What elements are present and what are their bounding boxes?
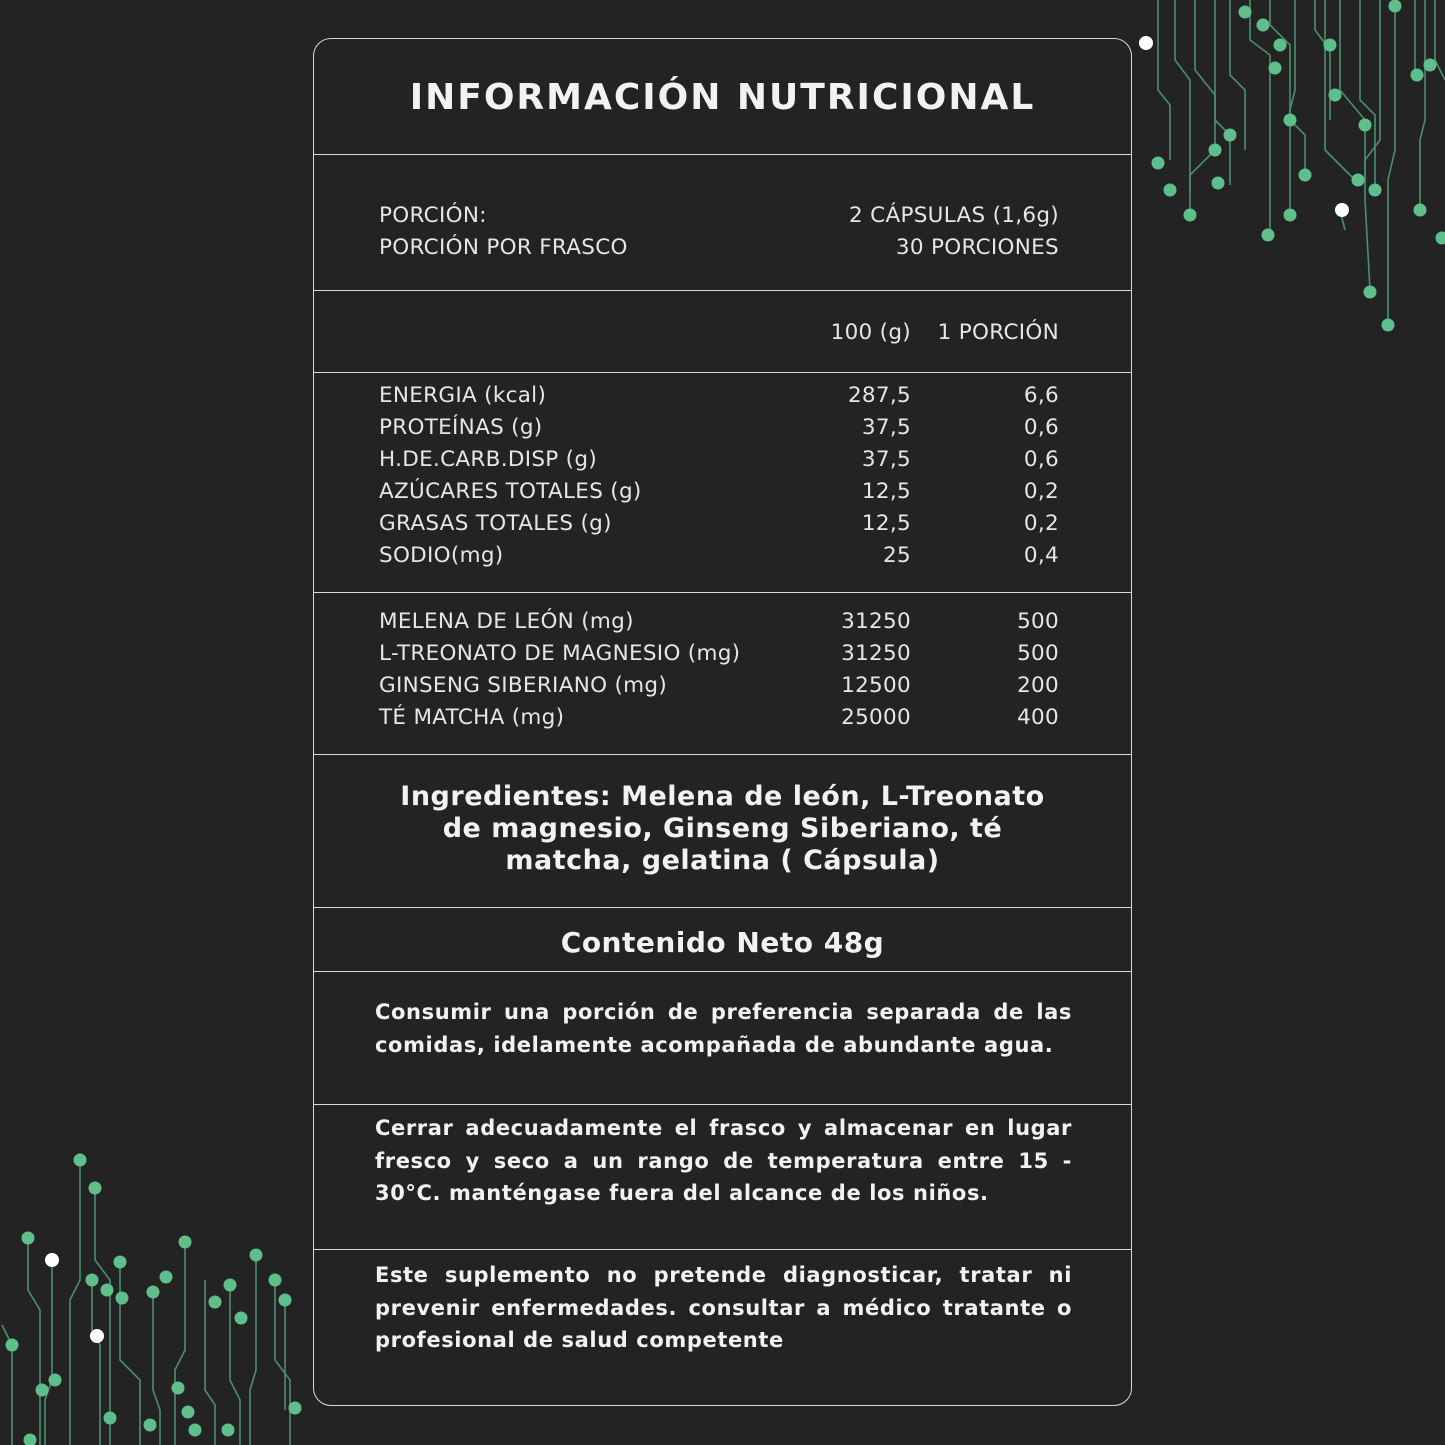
- ingredients-line-2: de magnesio, Ginseng Siberiano, té: [442, 813, 1003, 844]
- nutrient-portion: 6,6: [1023, 383, 1059, 408]
- table-row: [379, 641, 1059, 673]
- table-row: [379, 511, 1059, 543]
- active-label: GINSENG SIBERIANO (mg): [379, 673, 668, 698]
- storage-text: Cerrar adecuadamente el frasco y almacenar en lugar fresco y seco a un rango de temperatura entre 15 - 30°C. manténgase fuera del alcance de los niños.: [375, 1116, 1072, 1205]
- divider: [314, 971, 1131, 972]
- panel-title: INFORMACIÓN NUTRICIONAL: [409, 77, 1036, 118]
- table-row: [379, 543, 1059, 575]
- divider: [314, 1249, 1131, 1250]
- active-label: TÉ MATCHA (mg): [379, 705, 565, 730]
- active-per100: 25000: [841, 705, 911, 730]
- active-portion: 400: [1017, 705, 1059, 730]
- active-label: L-TREONATO DE MAGNESIO (mg): [379, 641, 741, 666]
- active-portion: 200: [1017, 673, 1059, 698]
- divider: [314, 154, 1131, 155]
- disclaimer-text: Este suplemento no pretende diagnosticar, tratar ni prevenir enfermedades. consultar a médico tratante o profesional de salud competente: [375, 1263, 1072, 1352]
- nutrient-portion: 0,2: [1023, 511, 1059, 536]
- nutrient-portion: 0,6: [1023, 447, 1059, 472]
- table-row: [379, 447, 1059, 479]
- divider: [314, 907, 1131, 908]
- column-header-portion: 1 PORCIÓN: [937, 320, 1059, 345]
- divider: [314, 290, 1131, 291]
- nutrition-panel: [313, 38, 1132, 1406]
- per-bottle-row: [379, 235, 1059, 267]
- active-per100: 31250: [841, 641, 911, 666]
- nutrient-per100: 37,5: [861, 415, 911, 440]
- table-row: [379, 479, 1059, 511]
- ingredients-line-3: matcha, gelatina ( Cápsula): [505, 845, 940, 876]
- circuit-decoration-bottom-left-icon: [0, 1150, 310, 1445]
- active-label: MELENA DE LEÓN (mg): [379, 609, 634, 634]
- portion-label: PORCIÓN:: [379, 203, 487, 228]
- column-headers: [379, 320, 1059, 352]
- nutrient-label: SODIO(mg): [379, 543, 504, 568]
- divider: [314, 1104, 1131, 1105]
- per-bottle-label: PORCIÓN POR FRASCO: [379, 235, 628, 260]
- active-portion: 500: [1017, 641, 1059, 666]
- nutrient-label: GRASAS TOTALES (g): [379, 511, 612, 536]
- table-row: [379, 609, 1059, 641]
- nutrient-portion: 0,4: [1023, 543, 1059, 568]
- table-row: [379, 383, 1059, 415]
- nutrient-portion: 0,6: [1023, 415, 1059, 440]
- nutrient-per100: 12,5: [861, 511, 911, 536]
- nutrient-portion: 0,2: [1023, 479, 1059, 504]
- divider: [314, 754, 1131, 755]
- nutrient-per100: 25: [883, 543, 911, 568]
- active-per100: 31250: [841, 609, 911, 634]
- divider: [314, 592, 1131, 593]
- net-content: Contenido Neto 48g: [560, 926, 885, 959]
- nutrient-label: ENERGIA (kcal): [379, 383, 547, 408]
- active-per100: 12500: [841, 673, 911, 698]
- nutrient-label: AZÚCARES TOTALES (g): [379, 479, 642, 504]
- nutrient-per100: 12,5: [861, 479, 911, 504]
- nutrient-per100: 37,5: [861, 447, 911, 472]
- active-portion: 500: [1017, 609, 1059, 634]
- table-row: [379, 415, 1059, 447]
- portion-value: 2 CÁPSULAS (1,6g): [849, 203, 1059, 228]
- serving-row: [379, 203, 1059, 235]
- per-bottle-value: 30 PORCIONES: [895, 235, 1059, 260]
- table-row: [379, 673, 1059, 705]
- usage-text: Consumir una porción de preferencia separada de las comidas, idelamente acompañada de abundante agua.: [375, 1000, 1072, 1057]
- nutrient-label: PROTEÍNAS (g): [379, 415, 543, 440]
- divider: [314, 372, 1131, 373]
- ingredients-line-1: Ingredientes: Melena de león, L-Treonato: [400, 781, 1045, 812]
- table-row: [379, 705, 1059, 737]
- column-header-100g: 100 (g): [830, 320, 911, 345]
- nutrient-per100: 287,5: [847, 383, 911, 408]
- nutrient-label: H.DE.CARB.DISP (g): [379, 447, 598, 472]
- circuit-decoration-top-right-icon: [1130, 0, 1445, 340]
